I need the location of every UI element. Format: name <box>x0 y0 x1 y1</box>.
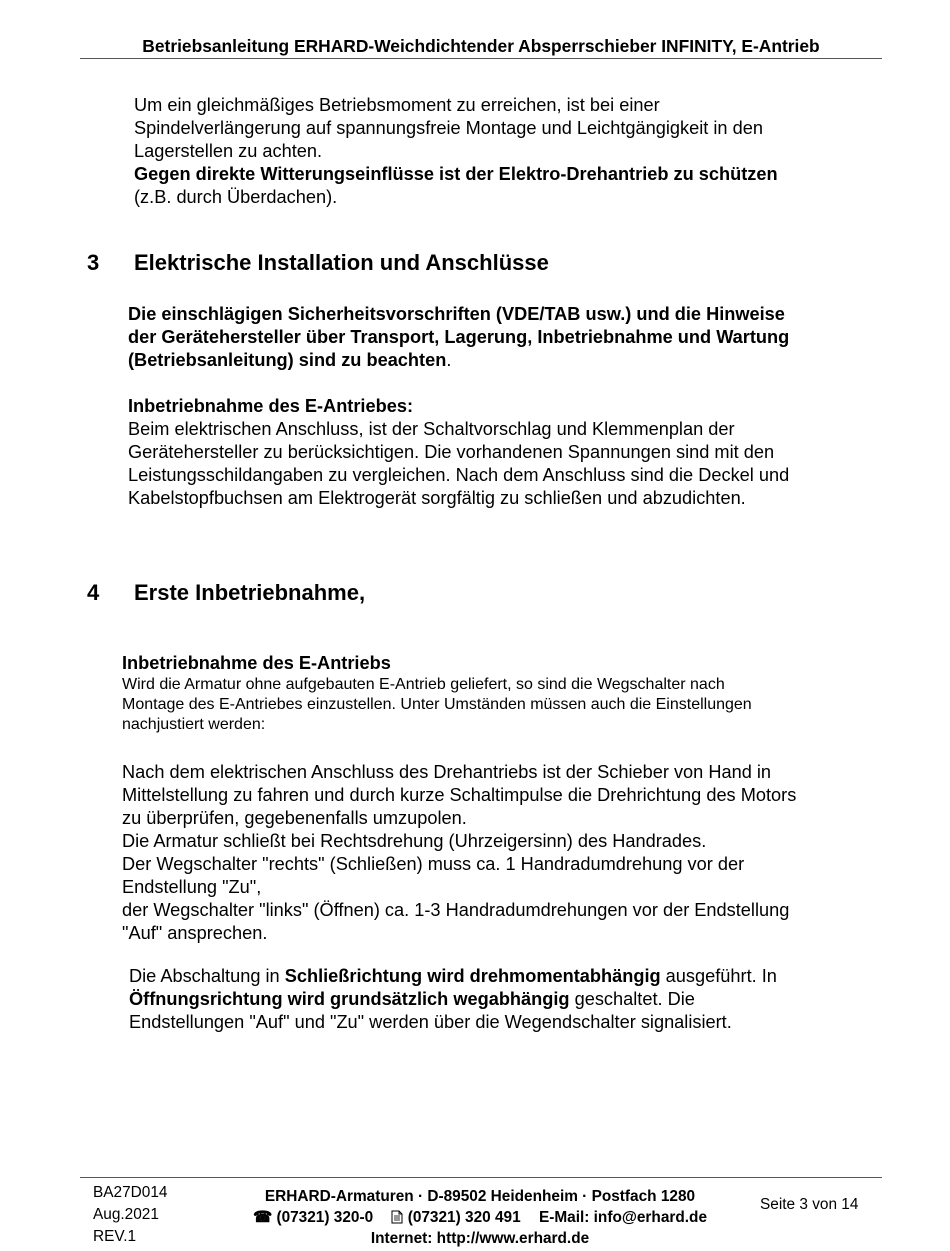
page-number: Seite 3 von 14 <box>760 1196 859 1213</box>
intro-line: Um ein gleichmäßiges Betriebsmoment zu erreichen, ist bei einer <box>134 95 660 115</box>
fax-icon <box>391 1209 403 1226</box>
body-line: "Auf" ansprechen. <box>122 923 268 943</box>
contact-line <box>200 1207 760 1228</box>
shutdown-line-3: Endstellungen "Auf" und "Zu" werden über die Wegendschalter signalisiert. <box>129 1012 732 1032</box>
section-3-number: 3 <box>87 250 100 275</box>
intro-line: Spindelverlängerung auf spannungsfreie Montage und Leichtgängigkeit in den <box>134 118 763 138</box>
intro-line: Lagerstellen zu achten. <box>134 141 323 161</box>
email-address[interactable]: E-Mail: info@erhard.de <box>538 1209 708 1226</box>
section-3-commissioning <box>128 395 789 510</box>
document-header-title: Betriebsanleitung ERHARD-Weichdichtender Absperrschieber INFINITY, E-Antrieb <box>142 36 820 56</box>
doc-date: Aug.2021 <box>93 1206 159 1223</box>
shutdown-line-2 <box>129 988 777 1011</box>
intro-paragraph <box>134 94 778 209</box>
body-line: Kabelstopfbuchsen am Elektrogerät sorgfältig zu schließen und abzudichten. <box>128 488 746 508</box>
footer-company <box>200 1186 760 1249</box>
body-line: Gerätehersteller zu berücksichtigen. Die vorhandenen Spannungen sind mit den <box>128 442 775 462</box>
body-line: zu überprüfen, gegebenenfalls umzupolen. <box>122 808 467 828</box>
small-line: Montage des E-Antriebes einzustellen. Unter Umständen müssen auch die Einstellungen <box>122 696 752 713</box>
safety-notice <box>128 303 789 372</box>
doc-id: BA27D014 <box>93 1184 168 1201</box>
phone-number: (07321) 320-0 <box>276 1209 374 1226</box>
body-line: Die Armatur schließt bei Rechtsdrehung (Uhrzeigersinn) des Handrades. <box>122 831 707 851</box>
text-run-bold: Schließrichtung wird drehmomentabhängig <box>284 966 661 986</box>
company-address: ERHARD-Armaturen · D-89502 Heidenheim · Postfach 1280 <box>264 1188 696 1205</box>
safety-line-text: (Betriebsanleitung) sind zu beachten <box>128 350 447 370</box>
fax-number: (07321) 320 491 <box>407 1209 521 1226</box>
small-line: Wird die Armatur ohne aufgebauten E-Antrieb geliefert, so sind die Wegschalter nach <box>122 676 725 693</box>
section-4-subheading: Inbetriebnahme des E-Antriebs <box>122 653 391 673</box>
text-run: geschaltet. Die <box>569 989 695 1009</box>
footer-doc-info <box>93 1182 167 1248</box>
body-line: Nach dem elektrischen Anschluss des Drehantriebs ist der Schieber von Hand in <box>122 762 772 782</box>
text-run: Die Abschaltung in <box>129 966 285 986</box>
section-4-number: 4 <box>87 580 100 605</box>
safety-period: . <box>446 350 452 370</box>
section-3-subheading: Inbetriebnahme des E-Antriebes: <box>128 396 413 416</box>
body-line: Endstellung "Zu", <box>122 877 262 897</box>
body-line: Leistungsschildangaben zu vergleichen. Nach dem Anschluss sind die Deckel und <box>128 465 790 485</box>
shutdown-paragraph <box>129 965 777 1034</box>
body-line: Mittelstellung zu fahren und durch kurze Schaltimpulse die Drehrichtung des Motors <box>122 785 797 805</box>
section-4-body <box>122 761 796 945</box>
intro-warning: Gegen direkte Witterungseinflüsse ist der Elektro-Drehantrieb zu schützen <box>134 164 778 184</box>
body-line: der Wegschalter "links" (Öffnen) ca. 1-3 Handradumdrehungen vor der Endstellung <box>122 900 790 920</box>
shutdown-line-1 <box>129 965 777 988</box>
phone-icon: ☎ <box>252 1209 273 1226</box>
header-divider <box>80 58 882 59</box>
footer-divider <box>80 1177 882 1178</box>
body-line: Der Wegschalter "rechts" (Schließen) muss ca. 1 Handradumdrehung vor der <box>122 854 745 874</box>
section-4-small-text <box>122 675 752 735</box>
safety-line-last <box>128 349 789 372</box>
safety-line: der Gerätehersteller über Transport, Lagerung, Inbetriebnahme und Wartung <box>128 327 790 347</box>
text-run-bold: Öffnungsrichtung wird grundsätzlich wegabhängig <box>129 989 570 1009</box>
website-link[interactable]: Internet: http://www.erhard.de <box>370 1230 590 1247</box>
doc-revision: REV.1 <box>93 1228 137 1245</box>
safety-line: Die einschlägigen Sicherheitsvorschriften (VDE/TAB usw.) und die Hinweise <box>128 304 785 324</box>
section-3-title: Elektrische Installation und Anschlüsse <box>134 250 549 275</box>
section-4-title: Erste Inbetriebnahme, <box>134 580 366 605</box>
intro-line: (z.B. durch Überdachen). <box>134 187 338 207</box>
body-line: Beim elektrischen Anschluss, ist der Schaltvorschlag und Klemmenplan der <box>128 419 735 439</box>
small-line: nachjustiert werden: <box>122 716 266 733</box>
text-run: ausgeführt. In <box>660 966 777 986</box>
